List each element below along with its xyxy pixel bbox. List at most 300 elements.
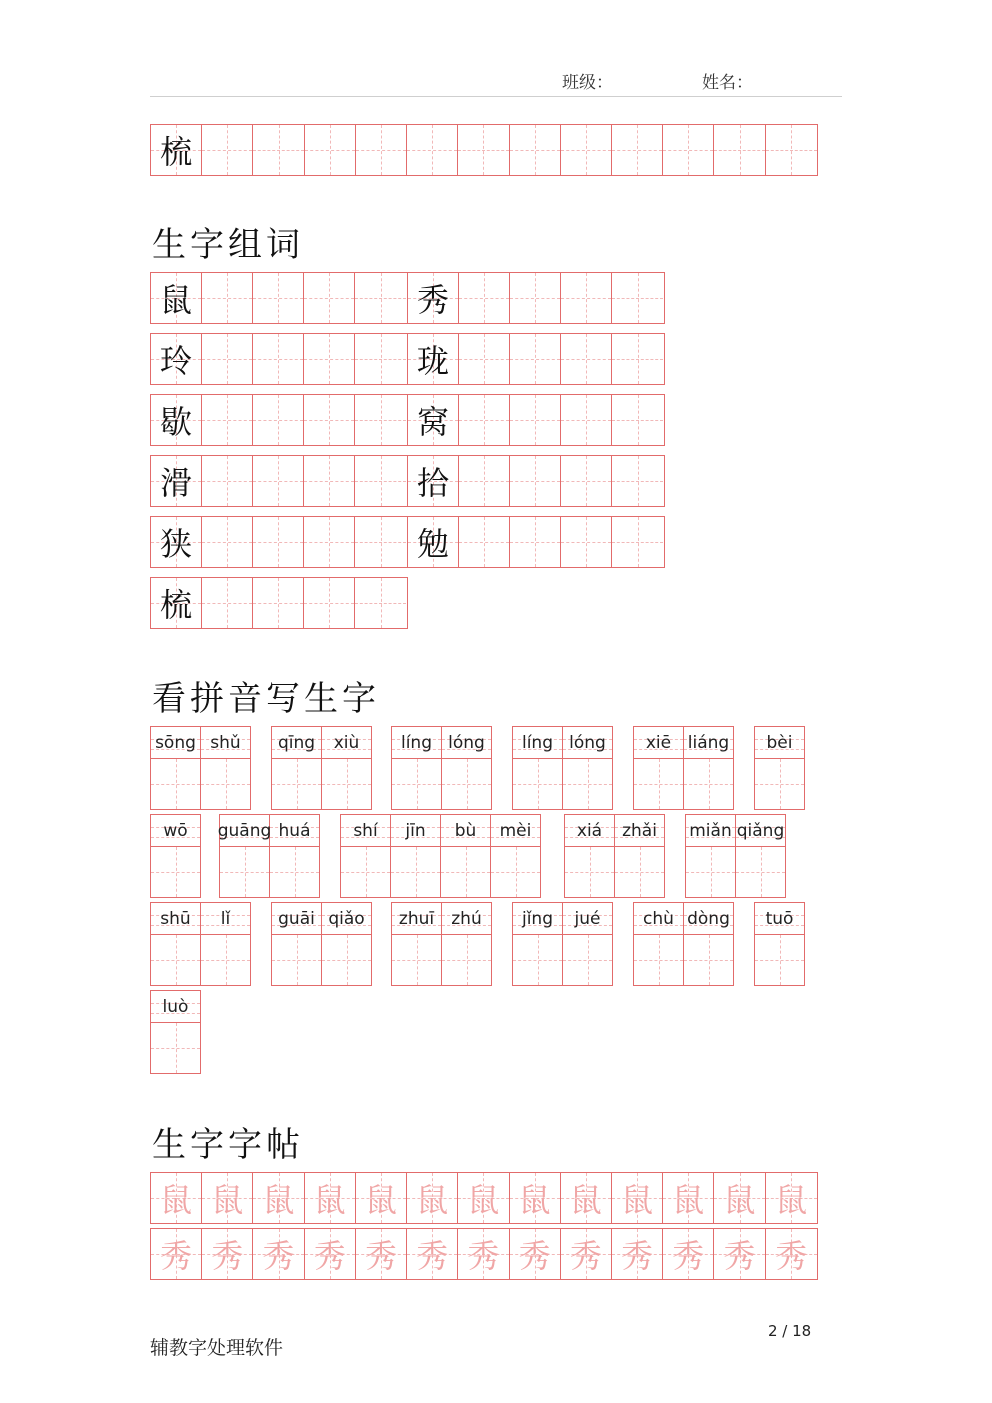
pinyin-write-box[interactable] [201,759,250,809]
grid-cell[interactable] [459,273,510,323]
pinyin-label [442,903,491,935]
grid-cell[interactable] [151,1173,202,1223]
grid-cell[interactable] [561,456,612,506]
grid-cell[interactable] [202,273,253,323]
pinyin-word-block [512,726,612,810]
pinyin-unit[interactable] [321,902,372,986]
pinyin-word-block [633,902,733,986]
pinyin-text: zhǎi [622,820,657,841]
grid-cell[interactable] [459,395,510,445]
pinyin-label [391,815,440,847]
pinyin-text: mèi [499,820,532,841]
trace-char: 鼠 [313,1181,346,1219]
pinyin-write-box[interactable] [201,935,250,985]
pinyin-text: chù [643,908,674,929]
trace-char: 秀 [211,1237,244,1275]
grid-cell[interactable] [408,456,459,506]
zuci-grid [150,455,408,507]
grid-cell[interactable] [408,517,459,567]
grid-cell[interactable] [458,1173,509,1223]
pinyin-unit[interactable] [441,902,492,986]
pinyin-write-box[interactable] [686,847,735,897]
grid-cell[interactable] [714,1173,765,1223]
grid-cell[interactable] [510,125,561,175]
pinyin-text: xiē [645,732,672,753]
grid-cell[interactable] [612,1173,663,1223]
pinyin-text: bèi [766,732,793,753]
pinyin-write-box[interactable] [442,935,491,985]
grid-cell[interactable] [561,273,612,323]
pinyin-write-box[interactable] [151,1023,200,1073]
model-char: 秀 [417,281,450,319]
grid-cell[interactable] [612,334,663,384]
top-row-grid [150,124,818,176]
pinyin-word-block [633,726,733,810]
grid-cell[interactable] [714,1229,765,1279]
grid-cell[interactable] [151,334,202,384]
pinyin-text: jué [574,908,601,929]
pinyin-text: jǐng [521,908,553,929]
pinyin-unit[interactable] [490,814,541,898]
pinyin-label [151,991,200,1023]
grid-cell[interactable] [612,456,663,506]
pinyin-text: huá [278,820,311,841]
grid-cell[interactable] [766,1229,817,1279]
pinyin-label [272,727,321,759]
pinyin-unit[interactable] [271,726,322,810]
trace-char: 秀 [569,1237,602,1275]
grid-cell[interactable] [151,456,202,506]
grid-cell[interactable] [253,125,304,175]
trace-char: 鼠 [621,1181,654,1219]
pinyin-label [217,815,272,847]
pinyin-write-box[interactable] [391,847,440,897]
grid-cell[interactable] [151,273,202,323]
pinyin-word-block [219,814,319,898]
grid-cell[interactable] [304,456,355,506]
grid-cell[interactable] [304,517,355,567]
grid-cell[interactable] [766,1173,817,1223]
pinyin-label [272,903,321,935]
grid-cell[interactable] [151,1229,202,1279]
zitie-grid [150,1228,818,1280]
pinyin-word-block [512,902,612,986]
grid-cell[interactable] [355,578,406,628]
grid-cell[interactable] [202,517,253,567]
grid-cell[interactable] [304,578,355,628]
pinyin-write-box[interactable] [615,847,664,897]
grid-cell[interactable] [459,334,510,384]
pinyin-text: zhú [451,908,482,929]
grid-cell[interactable] [612,517,663,567]
trace-char: 秀 [775,1237,808,1275]
model-char: 梳 [160,586,193,624]
grid-cell[interactable] [355,395,406,445]
grid-cell[interactable] [612,125,663,175]
pinyin-word-block [685,814,785,898]
pinyin-text: xiá [576,820,603,841]
trace-char: 秀 [723,1237,756,1275]
grid-cell[interactable] [202,1229,253,1279]
pinyin-unit[interactable] [735,814,786,898]
grid-cell[interactable] [304,395,355,445]
trace-char: 鼠 [518,1181,551,1219]
pinyin-word-block [340,814,540,898]
model-char: 珑 [417,342,450,380]
pinyin-write-box[interactable] [634,759,683,809]
pinyin-word-block [271,726,371,810]
pinyin-write-box[interactable] [634,935,683,985]
pinyin-write-box[interactable] [565,847,614,897]
pinyin-text: shǔ [210,732,241,753]
pinyin-write-box[interactable] [322,759,371,809]
grid-cell[interactable] [253,334,304,384]
trace-char: 秀 [160,1237,193,1275]
pinyin-label [565,815,614,847]
pinyin-word-block [150,902,250,986]
trace-char: 鼠 [211,1181,244,1219]
grid-cell[interactable] [510,1173,561,1223]
grid-cell[interactable] [407,1173,458,1223]
model-char: 鼠 [160,281,193,319]
grid-cell[interactable] [510,395,561,445]
trace-char: 秀 [364,1237,397,1275]
grid-cell[interactable] [561,125,612,175]
pinyin-unit[interactable] [321,726,372,810]
pinyin-text: qīng [277,732,316,753]
grid-cell[interactable] [151,125,202,175]
zuci-grid [407,394,665,446]
pinyin-label [634,903,683,935]
zuci-grid [150,394,408,446]
grid-cell[interactable] [355,273,406,323]
pinyin-label [755,727,804,759]
pinyin-text: qiǎo [328,908,365,929]
grid-cell[interactable] [510,517,561,567]
pinyin-write-box[interactable] [736,847,785,897]
trace-char: 鼠 [467,1181,500,1219]
pinyin-unit[interactable] [633,726,684,810]
grid-cell[interactable] [612,395,663,445]
grid-cell[interactable] [510,273,561,323]
pinyin-unit[interactable] [340,814,391,898]
pinyin-label [322,903,371,935]
pinyin-text: lóng [569,732,606,753]
pinyin-write-box[interactable] [684,759,733,809]
grid-cell[interactable] [355,517,406,567]
pinyin-unit[interactable] [633,902,684,986]
pinyin-unit[interactable] [271,902,322,986]
pinyin-text: lǐ [220,908,231,929]
grid-cell[interactable] [408,273,459,323]
grid-cell[interactable] [561,517,612,567]
pinyin-text: xiù [333,732,360,753]
pinyin-write-box[interactable] [151,935,200,985]
grid-cell[interactable] [305,1173,356,1223]
grid-cell[interactable] [355,456,406,506]
pinyin-unit[interactable] [754,726,805,810]
pinyin-label [442,727,491,759]
pinyin-write-box[interactable] [755,759,804,809]
grid-cell[interactable] [561,395,612,445]
pinyin-unit[interactable] [512,726,563,810]
pinyin-unit[interactable] [685,814,736,898]
pinyin-unit[interactable] [200,726,251,810]
grid-cell[interactable] [408,334,459,384]
grid-cell[interactable] [766,125,817,175]
pinyin-write-box[interactable] [270,847,319,897]
grid-cell[interactable] [663,1173,714,1223]
pinyin-unit[interactable] [150,726,201,810]
pinyin-label [201,727,250,759]
trace-char: 鼠 [160,1181,193,1219]
pinyin-write-box[interactable] [563,759,612,809]
pinyin-text: shí [353,820,378,841]
zuci-grid [150,333,408,385]
model-char: 滑 [160,464,193,502]
pinyin-unit[interactable] [562,902,613,986]
pinyin-label [513,727,562,759]
pinyin-write-box[interactable] [151,847,200,897]
grid-cell[interactable] [202,1173,253,1223]
footer-page-number: 2 / 18 [768,1322,812,1340]
zuci-grid [150,516,408,568]
pinyin-label [684,727,733,759]
pinyin-text: tuō [765,908,794,929]
pinyin-unit[interactable] [683,726,734,810]
grid-cell[interactable] [510,1229,561,1279]
pinyin-write-box[interactable] [513,759,562,809]
pinyin-unit[interactable] [512,902,563,986]
grid-cell[interactable] [202,395,253,445]
section-title-pinyin: 看拼音写生字 [152,679,380,719]
grid-cell[interactable] [202,578,253,628]
grid-cell[interactable] [305,125,356,175]
trace-char: 秀 [467,1237,500,1275]
grid-cell[interactable] [253,456,304,506]
pinyin-word-block [271,902,371,986]
pinyin-text: líng [521,732,553,753]
pinyin-write-box[interactable] [322,935,371,985]
model-char: 拾 [417,464,450,502]
model-char: 玲 [160,342,193,380]
pinyin-unit[interactable] [150,990,201,1074]
grid-cell[interactable] [459,456,510,506]
trace-char: 鼠 [775,1181,808,1219]
grid-cell[interactable] [253,395,304,445]
grid-cell[interactable] [407,125,458,175]
pinyin-text: bù [454,820,477,841]
zuci-grid [150,272,408,324]
pinyin-write-box[interactable] [220,847,269,897]
pinyin-label [491,815,540,847]
grid-cell[interactable] [663,1229,714,1279]
pinyin-label [634,727,683,759]
grid-cell[interactable] [458,125,509,175]
grid-cell[interactable] [510,456,561,506]
pinyin-word-block [391,726,491,810]
header-name-label: 姓名： [702,73,753,93]
pinyin-label [563,727,612,759]
pinyin-write-box[interactable] [392,935,441,985]
grid-cell[interactable] [561,1229,612,1279]
zitie-grid [150,1172,818,1224]
pinyin-unit[interactable] [150,902,201,986]
footer-software: 辅教字处理软件 [150,1337,284,1359]
grid-cell[interactable] [356,1173,407,1223]
pinyin-label [755,903,804,935]
pinyin-text: luò [162,996,189,1017]
trace-char: 秀 [672,1237,705,1275]
trace-char: 鼠 [364,1181,397,1219]
grid-cell[interactable] [151,395,202,445]
header-class-label: 班级： [562,73,613,93]
grid-cell[interactable] [304,334,355,384]
grid-cell[interactable] [253,273,304,323]
grid-cell[interactable] [253,517,304,567]
model-char: 歇 [160,403,193,441]
pinyin-text: dòng [687,908,730,929]
pinyin-unit[interactable] [564,814,615,898]
pinyin-unit[interactable] [441,726,492,810]
pinyin-write-box[interactable] [755,935,804,985]
pinyin-text: wō [163,820,188,841]
pinyin-unit[interactable] [200,902,251,986]
pinyin-label [201,903,250,935]
pinyin-unit[interactable] [390,814,441,898]
grid-cell[interactable] [612,273,663,323]
pinyin-label [270,815,319,847]
pinyin-write-box[interactable] [441,847,490,897]
grid-cell[interactable] [612,1229,663,1279]
grid-cell[interactable] [151,578,202,628]
pinyin-write-box[interactable] [272,935,321,985]
trace-char: 鼠 [416,1181,449,1219]
pinyin-label [513,903,562,935]
pinyin-text: sōng [155,732,196,753]
pinyin-text: miǎn [689,820,732,841]
pinyin-write-box[interactable] [272,759,321,809]
pinyin-write-box[interactable] [392,759,441,809]
pinyin-text: liáng [687,732,730,753]
pinyin-unit[interactable] [150,814,201,898]
grid-cell[interactable] [407,1229,458,1279]
pinyin-unit[interactable] [219,814,270,898]
pinyin-label [322,727,371,759]
pinyin-label [151,727,200,759]
grid-cell[interactable] [202,125,253,175]
pinyin-label [392,727,441,759]
zuci-grid [407,333,665,385]
grid-cell[interactable] [356,125,407,175]
zuci-grid [407,516,665,568]
pinyin-write-box[interactable] [563,935,612,985]
grid-cell[interactable] [305,1229,356,1279]
pinyin-unit[interactable] [754,902,805,986]
pinyin-unit[interactable] [562,726,613,810]
grid-cell[interactable] [355,334,406,384]
pinyin-text: jīn [405,820,426,841]
grid-cell[interactable] [253,1173,304,1223]
grid-cell[interactable] [253,578,304,628]
grid-cell[interactable] [458,1229,509,1279]
pinyin-write-box[interactable] [442,759,491,809]
pinyin-text: shū [160,908,191,929]
pinyin-write-box[interactable] [513,935,562,985]
model-char: 狭 [160,525,193,563]
model-char: 梳 [160,133,193,171]
pinyin-word-block [754,726,804,810]
model-char: 窝 [417,403,450,441]
pinyin-label [151,903,200,935]
pinyin-label [441,815,490,847]
pinyin-unit[interactable] [391,902,442,986]
pinyin-unit[interactable] [269,814,320,898]
grid-cell[interactable] [356,1229,407,1279]
pinyin-label [341,815,390,847]
pinyin-label [151,815,200,847]
section-title-zuci: 生字组词 [152,225,304,265]
pinyin-label [736,815,785,847]
grid-cell[interactable] [714,125,765,175]
grid-cell[interactable] [459,517,510,567]
pinyin-write-box[interactable] [151,759,200,809]
grid-cell[interactable] [202,334,253,384]
pinyin-label [392,903,441,935]
zuci-grid [150,577,408,629]
pinyin-unit[interactable] [440,814,491,898]
pinyin-unit[interactable] [391,726,442,810]
pinyin-write-box[interactable] [684,935,733,985]
pinyin-write-box[interactable] [341,847,390,897]
pinyin-text: guāi [278,908,315,929]
pinyin-label [615,815,664,847]
grid-cell[interactable] [663,125,714,175]
grid-cell[interactable] [151,517,202,567]
pinyin-label [684,903,733,935]
grid-cell[interactable] [304,273,355,323]
pinyin-word-block [150,726,250,810]
grid-cell[interactable] [510,334,561,384]
grid-cell[interactable] [561,1173,612,1223]
trace-char: 秀 [313,1237,346,1275]
pinyin-label [686,815,735,847]
trace-char: 鼠 [672,1181,705,1219]
trace-char: 秀 [621,1237,654,1275]
grid-cell[interactable] [202,456,253,506]
grid-cell[interactable] [253,1229,304,1279]
pinyin-word-block [391,902,491,986]
pinyin-text: qiǎng [736,820,785,841]
pinyin-write-box[interactable] [491,847,540,897]
pinyin-word-block [564,814,664,898]
pinyin-unit[interactable] [614,814,665,898]
pinyin-text: líng [400,732,432,753]
grid-cell[interactable] [561,334,612,384]
pinyin-word-block [754,902,804,986]
pinyin-label [563,903,612,935]
trace-char: 秀 [416,1237,449,1275]
grid-cell[interactable] [408,395,459,445]
pinyin-text: zhuī [398,908,435,929]
section-title-zitie: 生字字帖 [152,1125,304,1165]
trace-char: 秀 [262,1237,295,1275]
trace-char: 鼠 [262,1181,295,1219]
zuci-grid [407,272,665,324]
trace-char: 鼠 [723,1181,756,1219]
pinyin-word-block [150,814,200,898]
pinyin-unit[interactable] [683,902,734,986]
